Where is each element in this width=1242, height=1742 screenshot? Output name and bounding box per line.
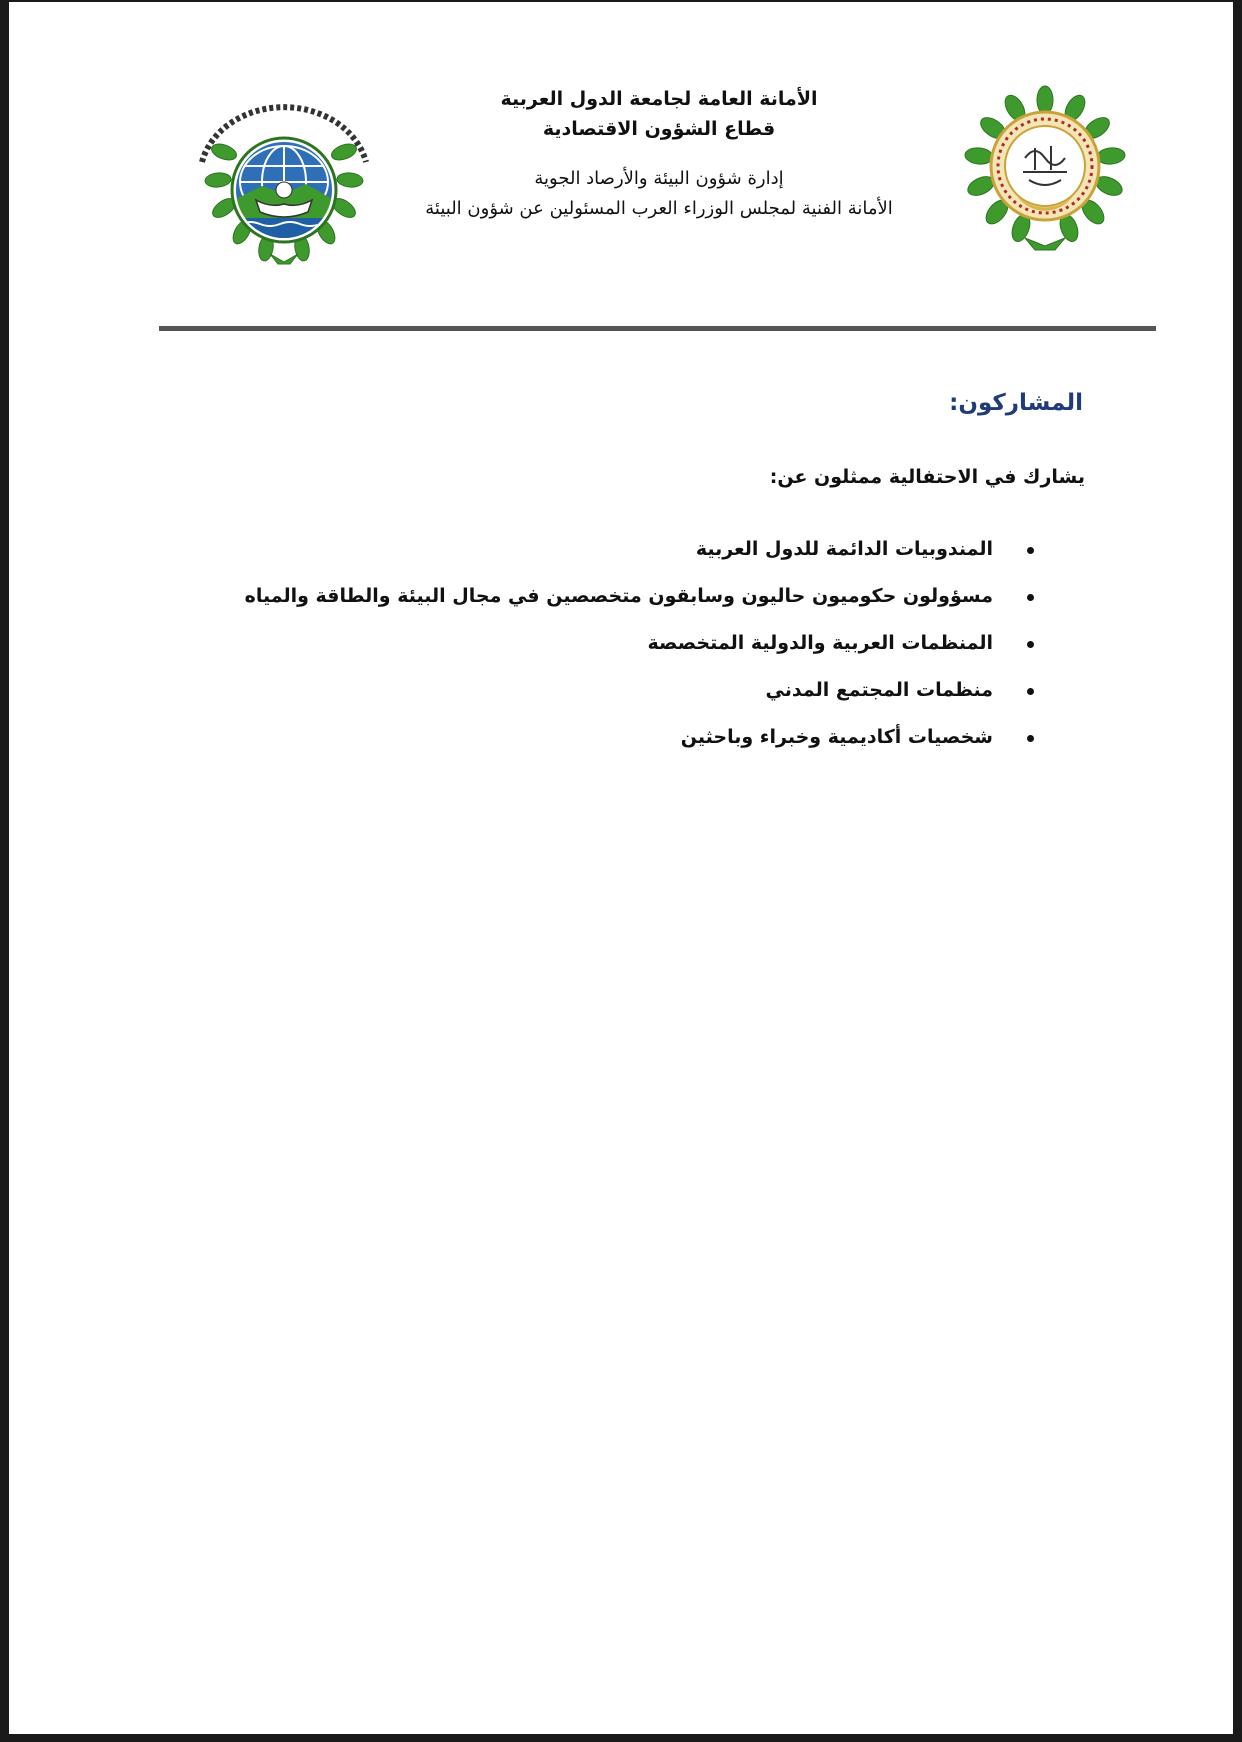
bullet-icon — [1027, 547, 1034, 554]
header-divider — [159, 326, 1156, 331]
organization-name: الأمانة العامة لجامعة الدول العربية — [500, 88, 818, 110]
list-item-text: مسؤولون حكوميون حاليون وسابقون متخصصين في مجال البيئة والطاقة والمياه — [244, 585, 993, 607]
list-item — [245, 579, 993, 626]
arab-league-emblem — [955, 78, 1135, 254]
list-item — [245, 720, 993, 767]
bullet-icon — [1027, 688, 1034, 695]
list-item-text: المندوبيات الدائمة للدول العربية — [695, 538, 993, 560]
list-item-text: المنظمات العربية والدولية المتخصصة — [647, 632, 993, 654]
list-item-text: منظمات المجتمع المدني — [765, 679, 993, 701]
participants-intro: يشارك في الاحتفالية ممثلون عن: — [769, 466, 1085, 488]
bullet-icon — [1027, 594, 1034, 601]
list-item — [245, 673, 993, 720]
arab-league-emblem-icon — [955, 78, 1135, 254]
participants-list — [245, 532, 993, 767]
document-page — [9, 2, 1233, 1734]
camre-emblem — [184, 82, 384, 266]
participants-heading: المشاركون: — [949, 390, 1083, 416]
letterhead-text — [389, 84, 929, 224]
secretariat-name: الأمانة الفنية لمجلس الوزراء العرب المسئولين عن شؤون البيئة — [425, 198, 893, 219]
bullet-icon — [1027, 641, 1034, 648]
list-item — [245, 626, 993, 673]
department-name: إدارة شؤون البيئة والأرصاد الجوية — [534, 168, 784, 189]
sector-name: قطاع الشؤون الاقتصادية — [542, 118, 776, 140]
camre-emblem-icon — [184, 82, 384, 266]
bullet-icon — [1027, 735, 1034, 742]
list-item-text: شخصيات أكاديمية وخبراء وباحثين — [680, 726, 993, 748]
list-item — [245, 532, 993, 579]
